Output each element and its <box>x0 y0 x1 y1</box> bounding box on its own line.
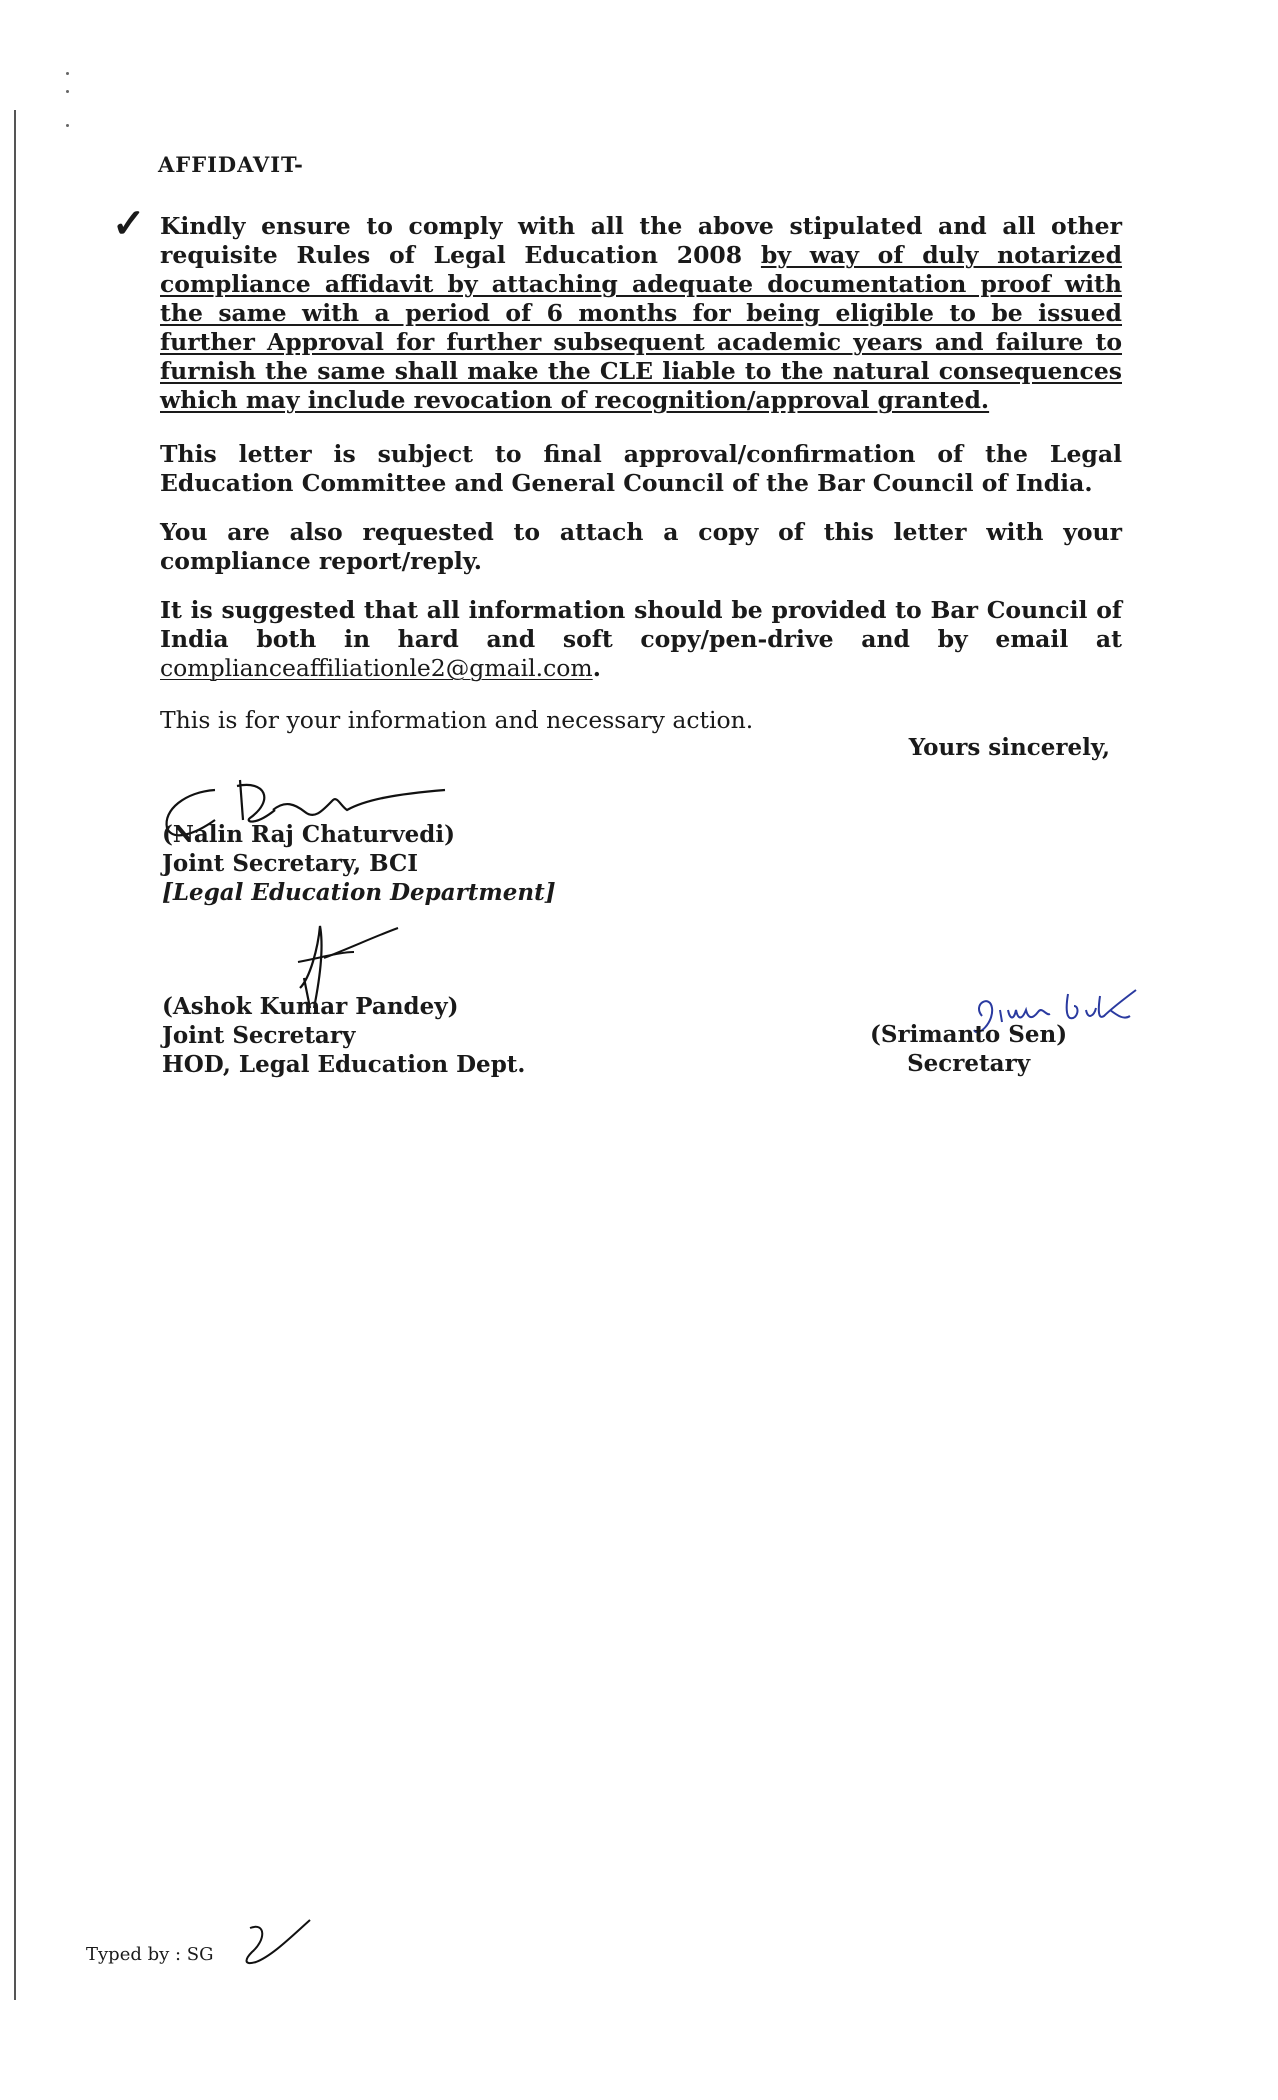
signatory-1-block <box>162 820 556 907</box>
signatory-2-name: (Ashok Kumar Pandey) <box>162 993 459 1020</box>
information-text: It is suggested that all information should be provided to Bar Council of India both in hard and soft copy/pen-drive and by email at <box>160 596 1122 653</box>
signatory-1-title: Joint Secretary, BCI <box>162 850 419 877</box>
information-paragraph <box>160 596 1122 683</box>
email-link[interactable]: complianceaffiliationle2@gmail.com <box>160 654 593 682</box>
checkmark-icon: ✓ <box>112 200 146 247</box>
information-end: . <box>592 654 601 682</box>
affidavit-heading: AFFIDAVIT- <box>158 152 304 177</box>
attach-copy-paragraph: You are also requested to attach a copy of this letter with your compliance report/reply. <box>160 518 1122 575</box>
info-action-line: This is for your information and necessary action. <box>160 706 754 734</box>
signatory-3-name: (Srimanto Sen) <box>870 1021 1068 1048</box>
affidavit-paragraph <box>160 212 1122 415</box>
signatory-3-block <box>870 1020 1067 1078</box>
typist-initials <box>236 1916 316 1976</box>
approval-paragraph: This letter is subject to final approval/confirmation of the Legal Education Committee and General Council of the Bar Council of India. <box>160 440 1122 497</box>
signatory-2-title: Joint Secretary <box>162 1022 356 1049</box>
signatory-2-block <box>162 992 525 1079</box>
typed-by-note: Typed by : SG <box>86 1944 214 1965</box>
scan-speck <box>66 90 69 93</box>
page-left-border <box>14 110 16 2000</box>
closing-salutation: Yours sincerely, <box>908 734 1110 761</box>
signatory-2-department: HOD, Legal Education Dept. <box>162 1051 526 1078</box>
scan-speck <box>66 72 69 75</box>
signatory-3-title: Secretary <box>907 1050 1031 1077</box>
signatory-1-department: [Legal Education Department] <box>162 879 556 906</box>
scan-speck <box>66 124 69 127</box>
affidavit-text: Kindly ensure to comply with all the above stipulated and all other requisite Rules of Legal Education 2008 <box>160 212 1122 269</box>
signatory-1-name: (Nalin Raj Chaturvedi) <box>162 821 455 848</box>
affidavit-underlined-text: by way of duly notarized compliance affidavit by attaching adequate documentation proof with the same with a period of 6 months for being eligible to be issued further Approval for further subsequent academic years and failure to furnish the same shall make the CLE liable to the natural consequences which may include revocation of recognition/approval granted. <box>160 241 1123 414</box>
